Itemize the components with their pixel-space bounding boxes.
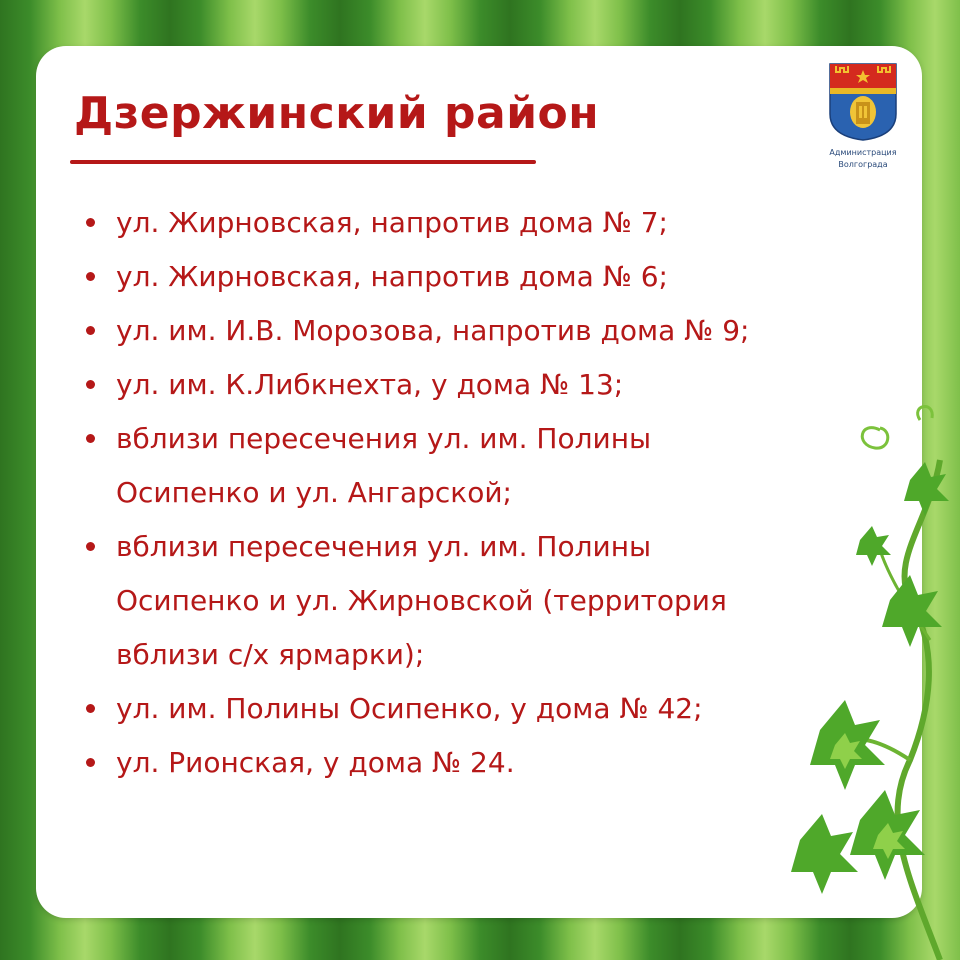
- list-item: [86, 520, 846, 682]
- list-item-text: ул. Жирновская, напротив дома № 7;: [116, 206, 668, 239]
- bullet-icon: [86, 380, 95, 389]
- list-item-text: ул. им. К.Либкнехта, у дома № 13;: [116, 368, 624, 401]
- bullet-icon: [86, 326, 95, 335]
- bullet-icon: [86, 542, 95, 551]
- list-item-text: ул. им. Полины Осипенко, у дома № 42;: [116, 692, 703, 725]
- list-item: [86, 304, 846, 358]
- list-item: [86, 682, 846, 736]
- bullet-icon: [86, 218, 95, 227]
- list-item-text: вблизи пересечения ул. им. Полины Осипенко и ул. Ангарской;: [116, 422, 652, 509]
- list-item-text: ул. Рионская, у дома № 24.: [116, 746, 515, 779]
- title-underline: [70, 160, 536, 164]
- page-title: Дзержинский район: [74, 88, 600, 139]
- list-item: [86, 250, 846, 304]
- list-item-text: ул. Жирновская, напротив дома № 6;: [116, 260, 668, 293]
- list-item: [86, 736, 846, 790]
- address-list: [86, 196, 846, 790]
- list-item: [86, 196, 846, 250]
- bullet-icon: [86, 272, 95, 281]
- decorative-vine-illustration: [760, 400, 960, 960]
- list-item: [86, 412, 846, 520]
- emblem-caption-line1: Администрация: [829, 148, 897, 157]
- emblem-caption-line2: Волгограда: [838, 160, 888, 169]
- list-item: [86, 358, 846, 412]
- coat-of-arms-icon: [828, 62, 898, 142]
- bullet-icon: [86, 434, 95, 443]
- list-item-text: вблизи пересечения ул. им. Полины Осипенко и ул. Жирновской (территория вблизи с/х ярмарки);: [116, 530, 727, 671]
- list-item-text: ул. им. И.В. Морозова, напротив дома № 9;: [116, 314, 750, 347]
- volgograd-emblem: [818, 62, 908, 180]
- bullet-icon: [86, 704, 95, 713]
- bullet-icon: [86, 758, 95, 767]
